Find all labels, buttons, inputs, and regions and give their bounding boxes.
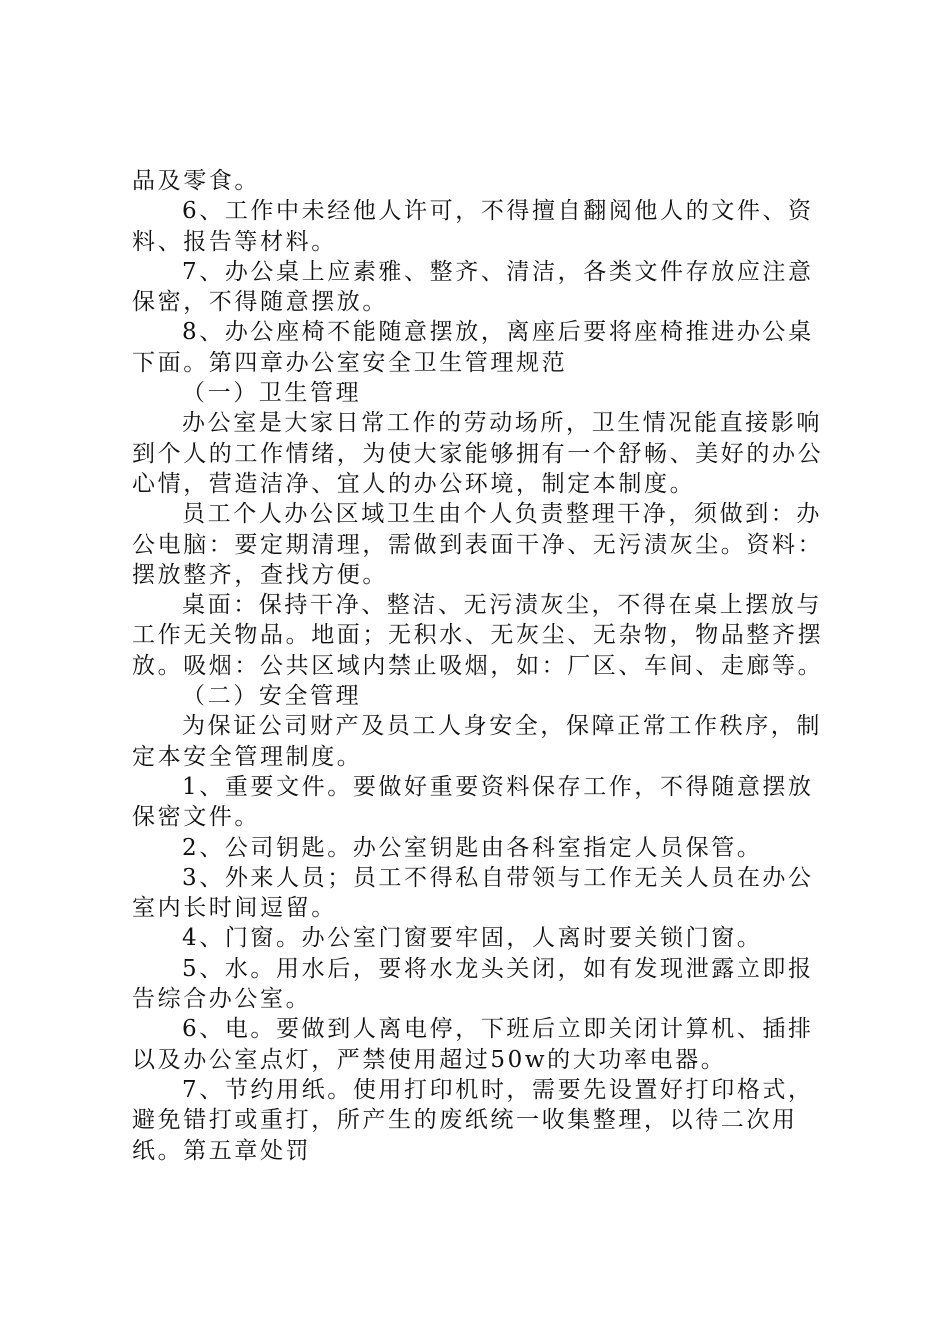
- paragraph-7: 员工个人办公区域卫生由个人负责整理干净，须做到：办公电脑：要定期清理，需做到表面干净、无污渍灰尘。资料：摆放整齐，查找方便。: [132, 501, 824, 588]
- paragraph-16: 6、电。要做到人离电停，下班后立即关闭计算机、插排以及办公室点灯，严禁使用超过50w的大功率电器。: [132, 1016, 814, 1073]
- paragraph-8: 桌面：保持干净、整洁、无污渍灰尘，不得在桌上摆放与工作无关物品。地面；无积水、无灰尘、无杂物，物品整齐摆放。吸烟：公共区域内禁止吸烟，如：厂区、车间、走廊等。: [132, 592, 824, 679]
- document-body: [132, 166, 832, 1166]
- paragraph-17: 7、节约用纸。使用打印机时，需要先设置好打印格式，避免错打或重打，所产生的废纸统一收集整理，以待二次用纸。第五章处罚: [132, 1076, 814, 1164]
- paragraph-2: 6、工作中未经他人许可，不得擅自翻阅他人的文件、资料、报告等材料。: [132, 198, 814, 255]
- paragraph-4: 8、办公座椅不能随意摆放，离座后要将座椅推进办公桌下面。第四章办公室安全卫生管理规范: [132, 319, 814, 376]
- section-heading-safety: （二）安全管理: [182, 683, 362, 710]
- paragraph-3: 7、办公桌上应素雅、整齐、清洁，各类文件存放应注意保密，不得随意摆放。: [132, 258, 814, 316]
- paragraph-13: 3、外来人员；员工不得私自带领与工作无关人员在办公室内长时间逗留。: [132, 864, 814, 922]
- paragraph-14: 4、门窗。办公室门窗要牢固，人离时要关锁门窗。: [182, 925, 763, 952]
- section-heading-hygiene: （一）卫生管理: [182, 380, 362, 407]
- paragraph-1: 品及零食。: [132, 168, 260, 194]
- paragraph-11: 1、重要文件。要做好重要资料保存工作，不得随意摆放保密文件。: [132, 773, 814, 831]
- paragraph-10: 为保证公司财产及员工人身安全，保障正常工作秩序，制定本安全管理制度。: [132, 713, 822, 770]
- paragraph-6: 办公室是大家日常工作的劳动场所，卫生情况能直接影响到个人的工作情绪，为使大家能够拥有一个舒畅、美好的办公心情，营造洁净、宜人的办公环境，制定本制度。: [132, 410, 824, 497]
- paragraph-15: 5、水。用水后，要将水龙头关闭，如有发现泄露立即报告综合办公室。: [132, 955, 814, 1013]
- paragraph-12: 2、公司钥匙。办公室钥匙由各科室指定人员保管。: [182, 834, 763, 861]
